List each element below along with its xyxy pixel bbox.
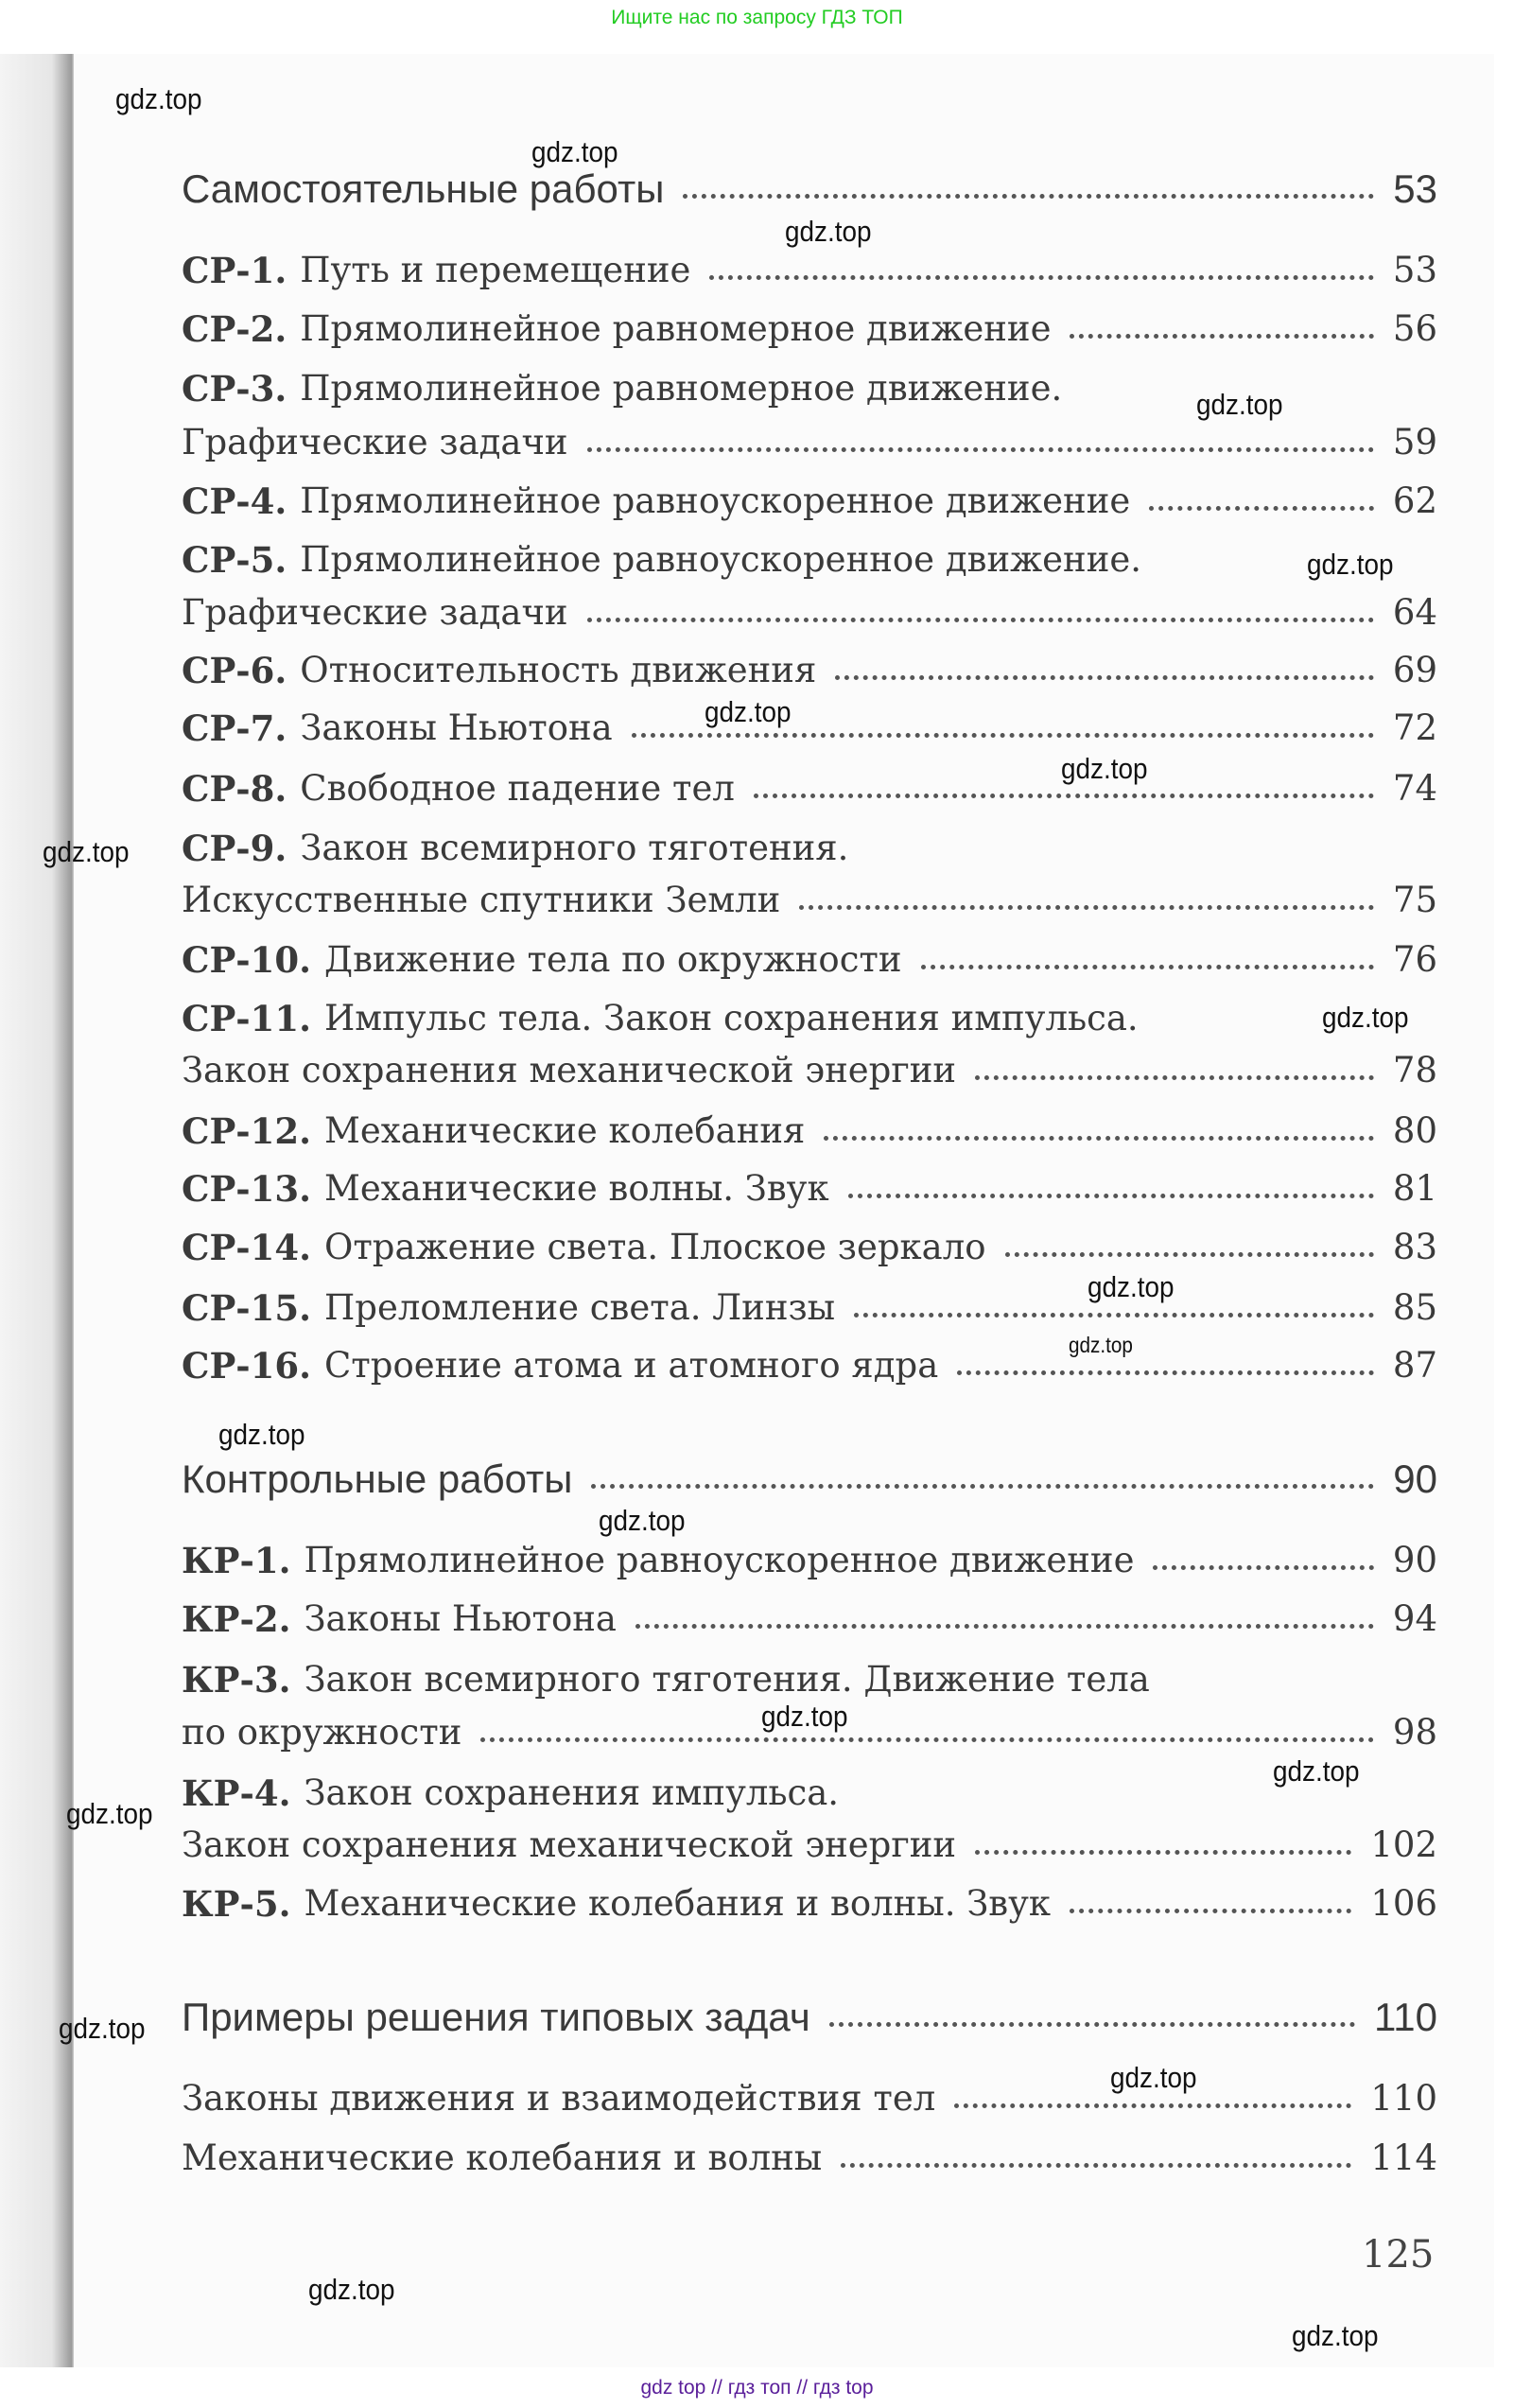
toc-entry-page: 53 [1392,250,1437,290]
toc-entry-code: СР-15. [182,1287,311,1329]
toc-entry-page: 74 [1392,768,1437,809]
toc-entry-title: по окружности [182,1712,462,1753]
toc-entry-page: 75 [1392,880,1437,920]
toc-entry [182,650,1437,691]
toc-section-heading [182,1997,1437,2038]
toc-entry-title: Свободное падение тел [300,768,735,809]
toc-entry [182,1883,1437,1925]
dot-leader [480,1737,1374,1742]
toc-entry [182,480,1437,522]
toc-entry-page: 78 [1392,1050,1437,1091]
dot-leader [921,965,1374,969]
dot-leader [848,1194,1374,1198]
watermark-text: gdz.top [43,835,130,868]
toc-entry-code: СР-8. [182,768,287,810]
toc-entry-code: СР-1. [182,250,287,291]
toc-entry-page: 110 [1370,2078,1437,2119]
toc-entry [182,308,1437,350]
watermark-text: gdz.top [218,1418,305,1451]
watermark-text: gdz.top [115,82,202,115]
toc-entry-page: 81 [1392,1168,1437,1209]
dot-leader [835,675,1374,680]
toc-entry [182,707,1437,749]
toc-entry-page: 110 [1374,1995,1437,2039]
watermark-text: gdz.top [1292,2319,1379,2352]
dot-leader [1005,1252,1374,1257]
toc-entry-page: 94 [1392,1598,1437,1639]
watermark-text: gdz.top [66,1797,153,1830]
toc-entry-page: 90 [1392,1540,1437,1580]
toc-entry-title: Законы движения и взаимодействия тел [182,2078,936,2119]
dot-leader [975,1075,1374,1080]
toc-entry-page: 56 [1392,308,1437,349]
watermark-text: gdz.top [1088,1270,1175,1303]
toc-section-heading [182,1458,1437,1500]
dot-leader [841,2163,1351,2168]
dot-leader [587,618,1374,622]
watermark-text: gdz.top [1196,388,1283,421]
toc-entry-title: Механические колебания и волны [182,2138,823,2178]
toc-entry [182,1227,1437,1268]
toc-entry [182,1168,1437,1210]
toc-entry-title: Прямолинейное равноускоренное движение [304,1540,1135,1580]
toc-entry-title: Прямолинейное равномерное движение. [300,368,1063,409]
watermark-text: gdz.top [1069,1333,1133,1357]
toc-entry [182,828,1437,869]
toc-entry [182,539,1437,581]
dot-leader [1153,1565,1373,1570]
toc-entry [182,1345,1437,1387]
toc-entry-title: Прямолинейное равноускоренное движение. [300,539,1142,580]
toc-entry [182,2138,1437,2179]
toc-entry-page: 59 [1392,422,1437,462]
watermark-text: gdz.top [531,135,618,168]
toc-entry [182,1772,1437,1814]
toc-entry-title: Искусственные спутники Земли [182,880,781,920]
toc-entry-code: СР-14. [182,1227,311,1268]
toc-entry-title: Контрольные работы [182,1457,573,1501]
toc-entry [182,1050,1437,1091]
toc-entry-title: Преломление света. Линзы [324,1287,836,1328]
watermark-text: gdz.top [1307,548,1394,581]
watermark-text: gdz.top [761,1700,848,1733]
toc-entry-title: Самостоятельные работы [182,166,665,211]
toc-entry-code: СР-11. [182,998,311,1039]
dot-leader [754,794,1374,798]
toc-entry [182,998,1437,1039]
toc-entry-page: 106 [1370,1883,1437,1924]
watermark-text: gdz.top [1322,1001,1409,1034]
toc-entry-code: КР-1. [182,1540,291,1581]
footer-banner[interactable]: gdz top // гдз топ // гдз top [640,2377,874,2399]
toc-entry-title: Графические задачи [182,422,568,462]
toc-entry [182,250,1437,291]
dot-leader [824,1136,1374,1141]
toc-entry-title: Закон сохранения импульса. [304,1772,840,1813]
dot-leader [591,1484,1374,1489]
watermark-text: gdz.top [1273,1754,1360,1788]
dot-leader [683,194,1374,199]
toc-entry-page: 62 [1392,480,1437,521]
toc-entry-code: КР-5. [182,1883,291,1925]
toc-entry [182,1540,1437,1581]
toc-entry-title: Законы Ньютона [300,707,613,748]
toc-entry-page: 76 [1392,939,1437,980]
toc-entry-code: КР-3. [182,1659,291,1701]
dot-leader [975,1850,1351,1855]
toc-entry [182,1659,1437,1701]
toc-entry [182,592,1437,634]
dot-leader [1149,506,1374,511]
watermark-text: gdz.top [59,2012,146,2045]
toc-section-heading [182,168,1437,210]
toc-entry-title: Путь и перемещение [300,250,691,290]
watermark-text: gdz.top [1061,752,1148,785]
toc-entry-title: Закон всемирного тяготения. Движение тела [304,1659,1150,1700]
toc-entry-code: СР-7. [182,707,287,749]
watermark-text: gdz.top [785,215,872,248]
watermark-text: gdz.top [1110,2061,1197,2094]
toc-entry-page: 85 [1392,1287,1437,1328]
search-banner[interactable]: Ищите нас по запросу ГДЗ ТОП [611,7,903,28]
toc-entry-title: Примеры решения типовых задач [182,1995,810,2039]
toc-entry-page: 80 [1392,1110,1437,1151]
toc-entry [182,1287,1437,1329]
toc-entry [182,880,1437,921]
toc-entry-page: 83 [1392,1227,1437,1267]
dot-leader [1070,1909,1351,1913]
toc-entry-code: СР-12. [182,1110,311,1152]
toc-entry-title: Графические задачи [182,592,568,633]
toc-entry-page: 87 [1392,1345,1437,1386]
toc-entry [182,1110,1437,1152]
toc-entry-title: Законы Ньютона [304,1598,617,1639]
toc-entry-title: Закон всемирного тяготения. [300,828,849,868]
dot-leader [709,275,1373,280]
toc-entry [182,939,1437,981]
watermark-text: gdz.top [308,2273,395,2306]
dot-leader [854,1313,1374,1317]
toc-entry-code: СР-6. [182,650,287,691]
watermark-text: gdz.top [705,695,792,728]
toc-entry-code: СР-4. [182,480,287,522]
toc-entry [182,1598,1437,1640]
dot-leader [1070,334,1373,339]
toc-entry-title: Механические волны. Звук [324,1168,829,1209]
toc-entry-title: Строение атома и атомного ядра [324,1345,939,1386]
dot-leader [587,447,1374,452]
watermark-text: gdz.top [599,1504,686,1537]
toc-entry-code: СР-9. [182,828,287,869]
toc-entry-title: Механические колебания и волны. Звук [304,1883,1052,1924]
toc-entry-code: СР-16. [182,1345,311,1387]
toc-entry-code: СР-5. [182,539,287,581]
toc-entry [182,1824,1437,1866]
toc-entry-title: Относительность движения [300,650,817,690]
dot-leader [957,1370,1374,1375]
dot-leader [632,733,1374,738]
toc-entry-title: Прямолинейное равномерное движение [300,308,1052,349]
toc-entry-page: 53 [1393,166,1437,211]
toc-entry-code: КР-4. [182,1772,291,1814]
page-number: 125 [1362,2233,1435,2277]
toc-entry-title: Закон сохранения механической энергии [182,1824,957,1865]
toc-entry-page: 72 [1392,707,1437,748]
toc-entry-title: Импульс тела. Закон сохранения импульса. [324,998,1139,1038]
toc-entry-page: 69 [1392,650,1437,690]
toc-entry-code: КР-2. [182,1598,291,1640]
toc-entry-page: 64 [1392,592,1437,633]
toc-entry-code: СР-10. [182,939,311,981]
toc-entry-title: Закон сохранения механической энергии [182,1050,957,1091]
toc-entry-page: 102 [1370,1824,1437,1865]
toc-entry-page: 98 [1392,1712,1437,1753]
dot-leader [829,2022,1355,2027]
dot-leader [799,905,1374,910]
toc-entry-page: 90 [1393,1457,1437,1501]
toc-entry-code: СР-2. [182,308,287,350]
toc-entry [182,2078,1437,2120]
dot-leader [954,2103,1351,2108]
toc-entry-code: СР-3. [182,368,287,410]
toc-entry-page: 114 [1370,2138,1437,2178]
toc-entry-code: СР-13. [182,1168,311,1210]
toc-entry-title: Отражение света. Плоское зеркало [324,1227,986,1267]
toc-entry [182,768,1437,810]
dot-leader [635,1624,1374,1629]
toc-entry-title: Прямолинейное равноускоренное движение [300,480,1131,521]
toc-entry-title: Механические колебания [324,1110,806,1151]
toc-entry [182,422,1437,463]
toc-entry-title: Движение тела по окружности [324,939,902,980]
